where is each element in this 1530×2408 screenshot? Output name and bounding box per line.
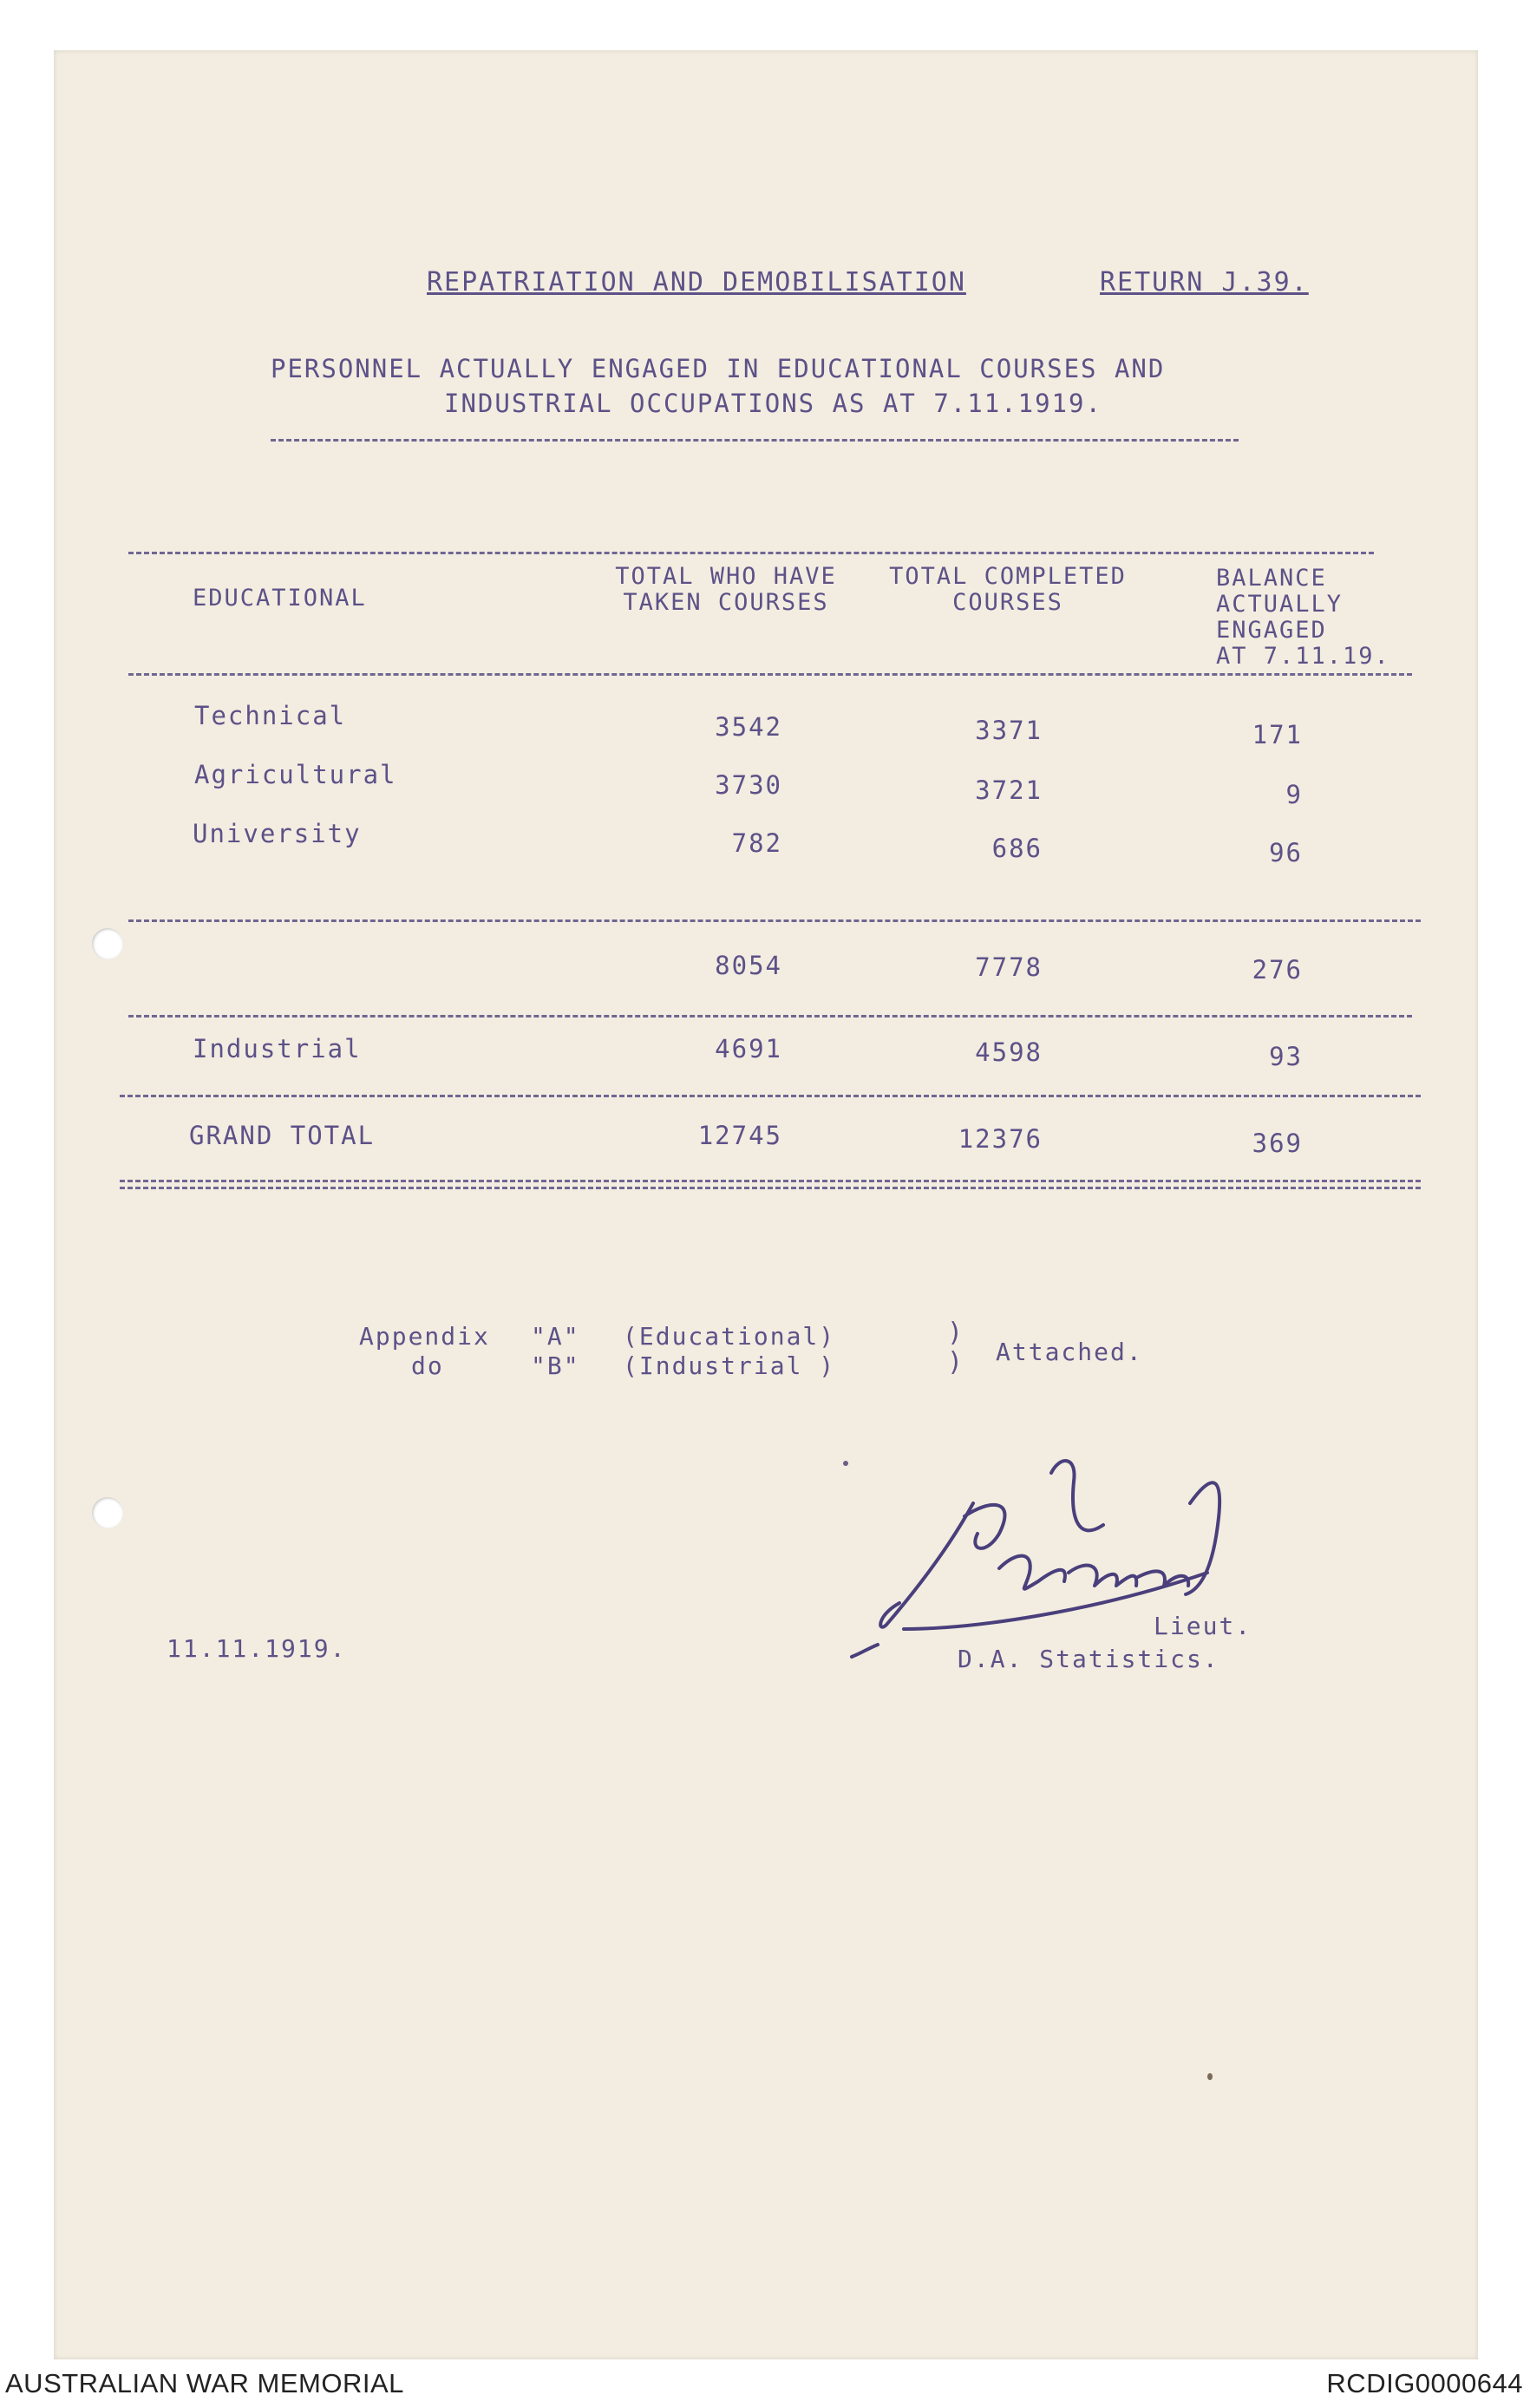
- subtitle-line1: PERSONNEL ACTUALLY ENGAGED IN EDUCATIONAL COURSES AND: [271, 354, 1166, 383]
- header-taken-line2: TAKEN COURSES: [623, 589, 829, 616]
- header-completed: [865, 564, 1151, 616]
- appendix-line2-letter: "B": [531, 1351, 580, 1380]
- appendix-line2-label: do: [411, 1351, 444, 1380]
- signatory-office: D.A. Statistics.: [958, 1645, 1219, 1673]
- document-page: [54, 50, 1478, 2359]
- cell-balance: 93: [1269, 1042, 1303, 1071]
- cell-completed: 7778: [975, 952, 1043, 982]
- header-balance-line3: ENGAGED: [1216, 617, 1327, 644]
- cell-completed: 4598: [975, 1037, 1043, 1067]
- subtotal-top-rule: [128, 919, 1421, 922]
- cell-taken: 3542: [715, 712, 782, 742]
- cell-completed: 3721: [975, 775, 1043, 805]
- punch-hole: [92, 1497, 123, 1528]
- header-educational: EDUCATIONAL: [193, 585, 367, 612]
- appendix-line1-label: Appendix: [359, 1322, 490, 1351]
- cell-balance: 369: [1252, 1129, 1303, 1158]
- header-balance: [1216, 566, 1390, 670]
- header-bottom-rule: [128, 673, 1412, 676]
- subtitle-rule: [271, 439, 1239, 442]
- row-label: GRAND TOTAL: [189, 1121, 376, 1150]
- cell-balance: 96: [1269, 838, 1303, 867]
- appendix-bracket: ) ): [947, 1318, 965, 1377]
- header-balance-line1: BALANCE: [1216, 565, 1327, 592]
- row-label: Technical: [194, 701, 347, 730]
- document-date: 11.11.1919.: [167, 1634, 347, 1663]
- cell-taken: 782: [731, 828, 782, 858]
- cell-taken: 8054: [715, 951, 782, 980]
- cell-taken: 3730: [715, 770, 782, 800]
- signatory-rank: Lieut.: [1154, 1612, 1252, 1640]
- ink-speck: [1207, 2073, 1213, 2080]
- document-title: REPATRIATION AND DEMOBILISATION: [427, 267, 966, 298]
- subtitle-line2: INDUSTRIAL OCCUPATIONS AS AT 7.11.1919.: [444, 389, 1102, 418]
- cell-completed: 3371: [975, 716, 1043, 745]
- header-balance-line4: AT 7.11.19.: [1216, 643, 1390, 670]
- punch-hole: [92, 928, 123, 959]
- header-completed-line2: COURSES: [952, 589, 1063, 616]
- return-number: RETURN J.39.: [1100, 267, 1309, 298]
- row-label: University: [193, 819, 362, 848]
- header-completed-line1: TOTAL COMPLETED: [889, 563, 1127, 590]
- table-bottom-rule-double: [120, 1187, 1421, 1189]
- footer-id: RCDIG0000644: [1326, 2368, 1523, 2398]
- header-taken: [592, 564, 860, 616]
- header-taken-line1: TOTAL WHO HAVE: [615, 563, 837, 590]
- ink-speck: [843, 1461, 848, 1466]
- cell-balance: 171: [1252, 720, 1303, 749]
- row-label: Industrial: [193, 1034, 362, 1063]
- appendix-line2-desc: (Industrial ): [623, 1351, 836, 1380]
- cell-completed: 12376: [958, 1124, 1043, 1154]
- appendix-line1-letter: "A": [531, 1322, 580, 1351]
- table-bottom-rule: [120, 1180, 1421, 1182]
- cell-taken: 4691: [715, 1034, 782, 1063]
- table-top-rule: [128, 552, 1374, 554]
- appendix-attached: Attached.: [996, 1338, 1143, 1366]
- cell-balance: 276: [1252, 955, 1303, 985]
- footer-source: AUSTRALIAN WAR MEMORIAL: [5, 2368, 404, 2398]
- header-balance-line2: ACTUALLY: [1216, 591, 1344, 618]
- cell-taken: 12745: [697, 1121, 782, 1150]
- cell-balance: 9: [1285, 780, 1303, 809]
- row-label: Agricultural: [194, 760, 397, 789]
- grandtotal-top-rule: [120, 1095, 1421, 1097]
- cell-completed: 686: [991, 834, 1043, 863]
- industrial-top-rule: [128, 1015, 1412, 1018]
- appendix-line1-desc: (Educational): [623, 1322, 836, 1351]
